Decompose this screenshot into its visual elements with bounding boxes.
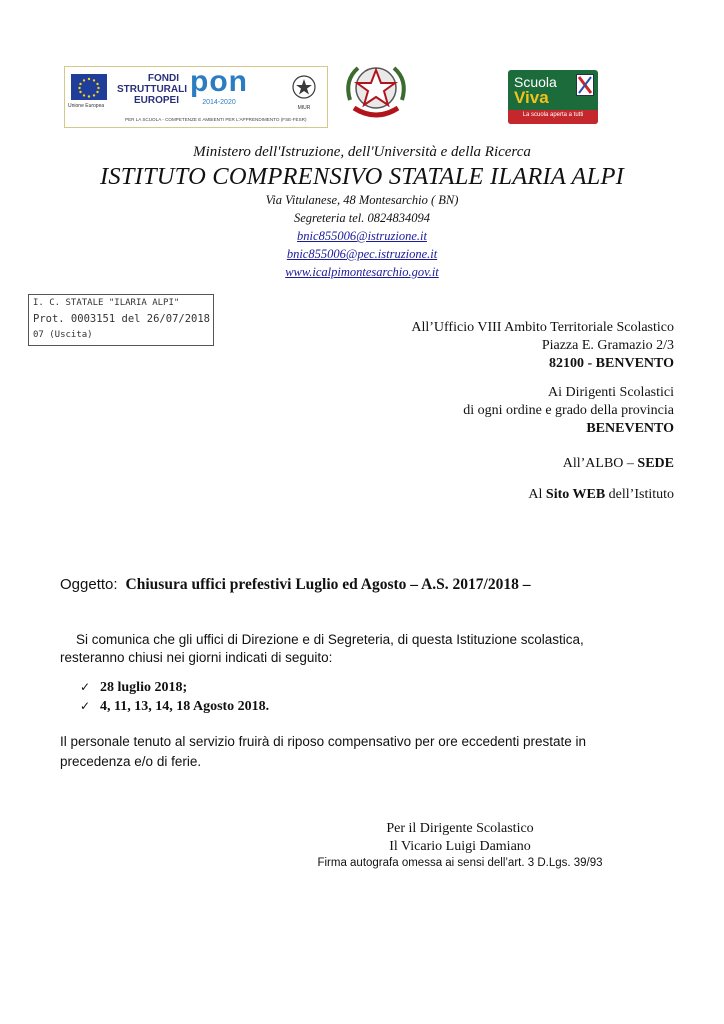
closing-line-2: precedenza e/o di ferie. bbox=[60, 754, 202, 769]
subject-line bbox=[60, 576, 530, 594]
intro-line-1: Si comunica che gli uffici di Direzione e di Segreteria, di questa Istituzione scolastica, bbox=[76, 632, 584, 647]
subject-text: Chiusura uffici prefestivi Luglio ed Agosto – A.S. 2017/2018 – bbox=[125, 576, 531, 593]
protocol-stamp bbox=[28, 294, 214, 346]
closure-date-item: ✓ 28 luglio 2018; bbox=[80, 680, 188, 695]
pon-logo: pon 2014-2020 bbox=[190, 65, 248, 106]
recipient-ufficio-address: Piazza E. Gramazio 2/3 bbox=[541, 338, 674, 353]
closing-line-1: Il personale tenuto al servizio fruirà di riposo compensativo per ore eccedenti prestate in bbox=[60, 734, 587, 749]
signature-name: Il Vicario Luigi Damiano bbox=[389, 839, 531, 854]
miur-emblem-icon bbox=[291, 73, 317, 103]
address: Via Vitulanese, 48 Montesarchio ( BN) bbox=[265, 193, 459, 207]
recipient-ufficio: All’Ufficio VIII Ambito Territoriale Scolastico bbox=[411, 320, 674, 335]
pon-banner-logo bbox=[64, 66, 328, 128]
scuola-viva-logo: Scuola Viva La scuola aperta a tutti bbox=[508, 70, 598, 124]
eu-flag-icon bbox=[71, 74, 107, 100]
pec-link[interactable]: bnic855006@pec.istruzione.it bbox=[286, 247, 438, 261]
subject-label: Oggetto: bbox=[60, 576, 118, 593]
miur-caption: MIUR bbox=[297, 105, 311, 111]
checkmark-icon: ✓ bbox=[80, 699, 91, 713]
phone: Segreteria tel. 0824834094 bbox=[294, 211, 430, 225]
regione-campania-icon bbox=[576, 74, 594, 96]
recipient-sito-web: Al Sito WEB dell’Istituto bbox=[528, 487, 674, 502]
repubblica-italiana-emblem-icon bbox=[340, 60, 412, 122]
signature-note: Firma autografa omessa ai sensi dell’art. 3 D.Lgs. 39/93 bbox=[317, 857, 603, 869]
recipient-ufficio-city: 82100 - BENVENTO bbox=[549, 356, 674, 371]
recipient-dirigenti-scope: di ogni ordine e grado della provincia bbox=[463, 403, 674, 418]
recipient-dirigenti: Ai Dirigenti Scolastici bbox=[548, 385, 674, 400]
checkmark-icon: ✓ bbox=[80, 680, 91, 694]
stamp-school: I. C. STATALE "ILARIA ALPI" bbox=[33, 298, 180, 308]
eu-caption: Unione Europea bbox=[68, 103, 105, 109]
fondi-strutturali-label: FONDI STRUTTURALI EUROPEI bbox=[117, 73, 187, 106]
intro-line-2: resteranno chiusi nei giorni indicati di seguito: bbox=[60, 650, 333, 665]
istituto-title: ISTITUTO COMPRENSIVO STATALE ILARIA ALPI bbox=[99, 163, 625, 190]
website-link[interactable]: www.icalpimontesarchio.gov.it bbox=[285, 265, 439, 279]
recipient-dirigenti-city: BENEVENTO bbox=[586, 421, 674, 436]
pon-tagline: PER LA SCUOLA - COMPETENZE E AMBIENTI PER L'APPRENDIMENTO (FSE-FESR) bbox=[125, 117, 307, 122]
stamp-protocol: Prot. 0003151 del 26/07/2018 bbox=[33, 313, 211, 325]
closure-date-item: ✓ 4, 11, 13, 14, 18 Agosto 2018. bbox=[80, 699, 270, 714]
email-link[interactable]: bnic855006@istruzione.it bbox=[297, 229, 427, 243]
signature-role: Per il Dirigente Scolastico bbox=[386, 821, 534, 836]
recipient-albo: All’ALBO – SEDE bbox=[562, 456, 674, 471]
stamp-direction: 07 (Uscita) bbox=[33, 330, 93, 340]
ministero-heading: Ministero dell'Istruzione, dell'Università e della Ricerca bbox=[193, 144, 531, 160]
